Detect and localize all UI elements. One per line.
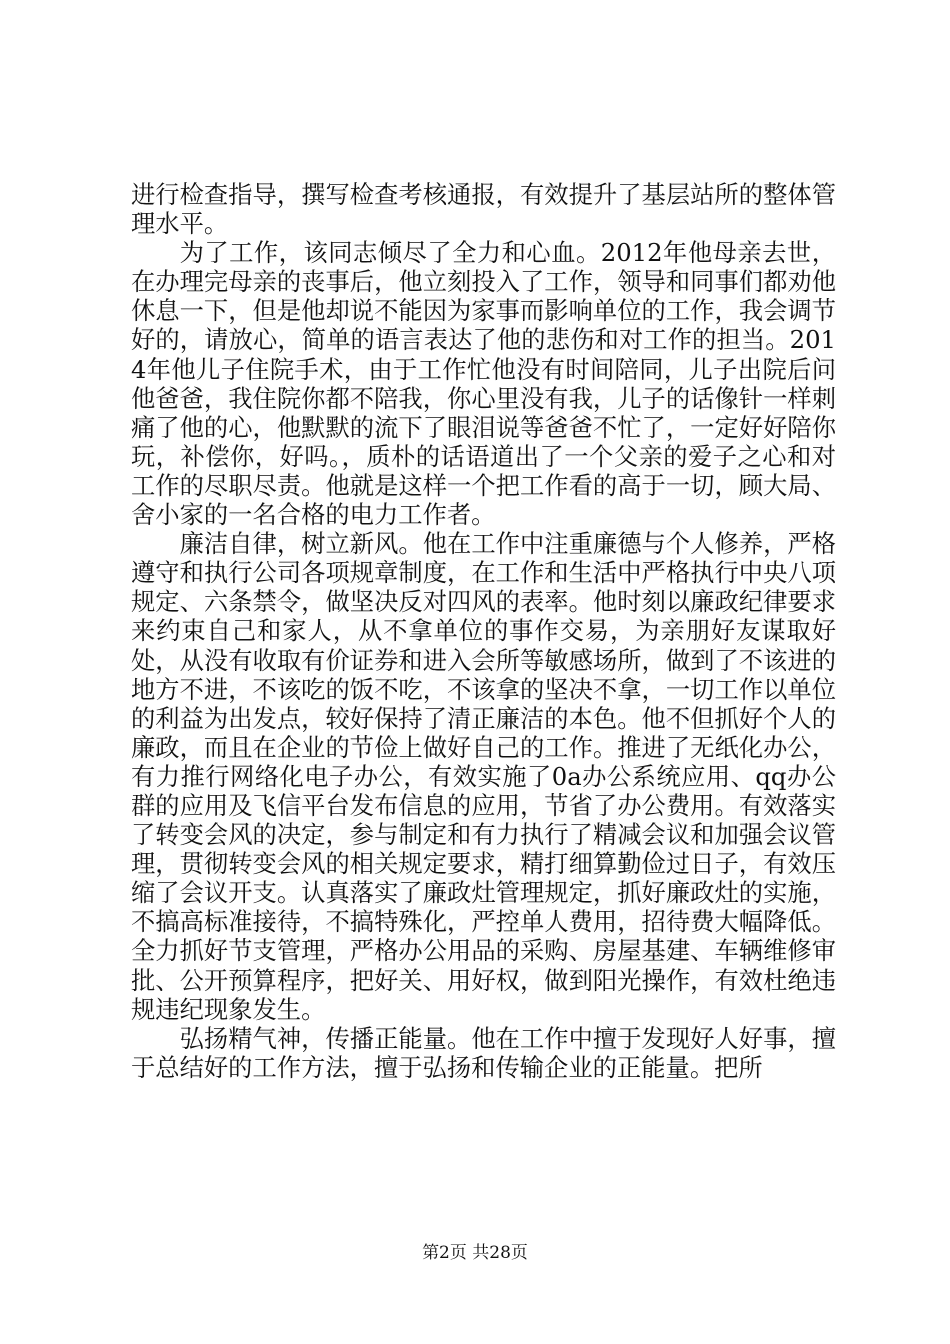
paragraph-dedication: 为了工作，该同志倾尽了全力和心血。2012年他母亲去世，在办理完母亲的丧事后，他立刻投入了工作，领导和同事们都劝他休息一下，但是他却说不能因为家事而影响单位的工作，我会调节好的，请放心，简单的语言表达了他的悲伤和对工作的担当。2014年他儿子住院手术，由于工作忙他没有时间陪同，儿子出院后问他爸爸，我住院你都不陪我，你心里没有我，儿子的话像针一样刺痛了他的心，他默默的流下了眼泪说等爸爸不忙了，一定好好陪你玩，补偿你，好吗。，质朴的话语道出了一个父亲的爱子之心和对工作的尽职尽责。他就是这样一个把工作看的高于一切，顾大局、舍小家的一名合格的电力工作者。 [131, 238, 836, 530]
paragraph-positive-energy: 弘扬精气神，传播正能量。他在工作中擅于发现好人好事，擅于总结好的工作方法，擅于弘扬和传输企业的正能量。把所 [131, 1023, 836, 1082]
page-number-footer: 第2页 共28页 [422, 1243, 528, 1263]
paragraph-continuation: 进行检查指导，撰写检查考核通报，有效提升了基层站所的整体管理水平。 [131, 180, 836, 239]
paragraph-integrity: 廉洁自律，树立新风。他在工作中注重廉德与个人修养，严格遵守和执行公司各项规章制度，在工作和生活中严格执行中央八项规定、六条禁令，做坚决反对四风的表率。他时刻以廉政纪律要求来约束自己和家人，从不拿单位的事作交易，为亲朋好友谋取好处，从没有收取有价证券和进入会所等敏感场所，做到了不该进的地方不进，不该吃的饭不吃，不该拿的坚决不拿，一切工作以单位的利益为出发点，较好保持了清正廉洁的本色。他不但抓好个人的廉政，而且在企业的节俭上做好自己的工作。推进了无纸化办公，有力推行网络化电子办公，有效实施了0a办公系统应用、qq办公群的应用及飞信平台发布信息的应用，节省了办公费用。有效落实了转变会风的决定，参与制定和有力执行了精减会议和加强会议管理，贯彻转变会风的相关规定要求，精打细算勤俭过日子，有效压缩了会议开支。认真落实了廉政灶管理规定，抓好廉政灶的实施，不搞高标准接待，不搞特殊化，严控单人费用，招待费大幅降低。全力抓好节支管理，严格办公用品的采购、房屋基建、车辆维修审批、公开预算程序，把好关、用好权，做到阳光操作，有效杜绝违规违纪现象发生。 [131, 529, 836, 1024]
body-text [131, 180, 836, 1082]
